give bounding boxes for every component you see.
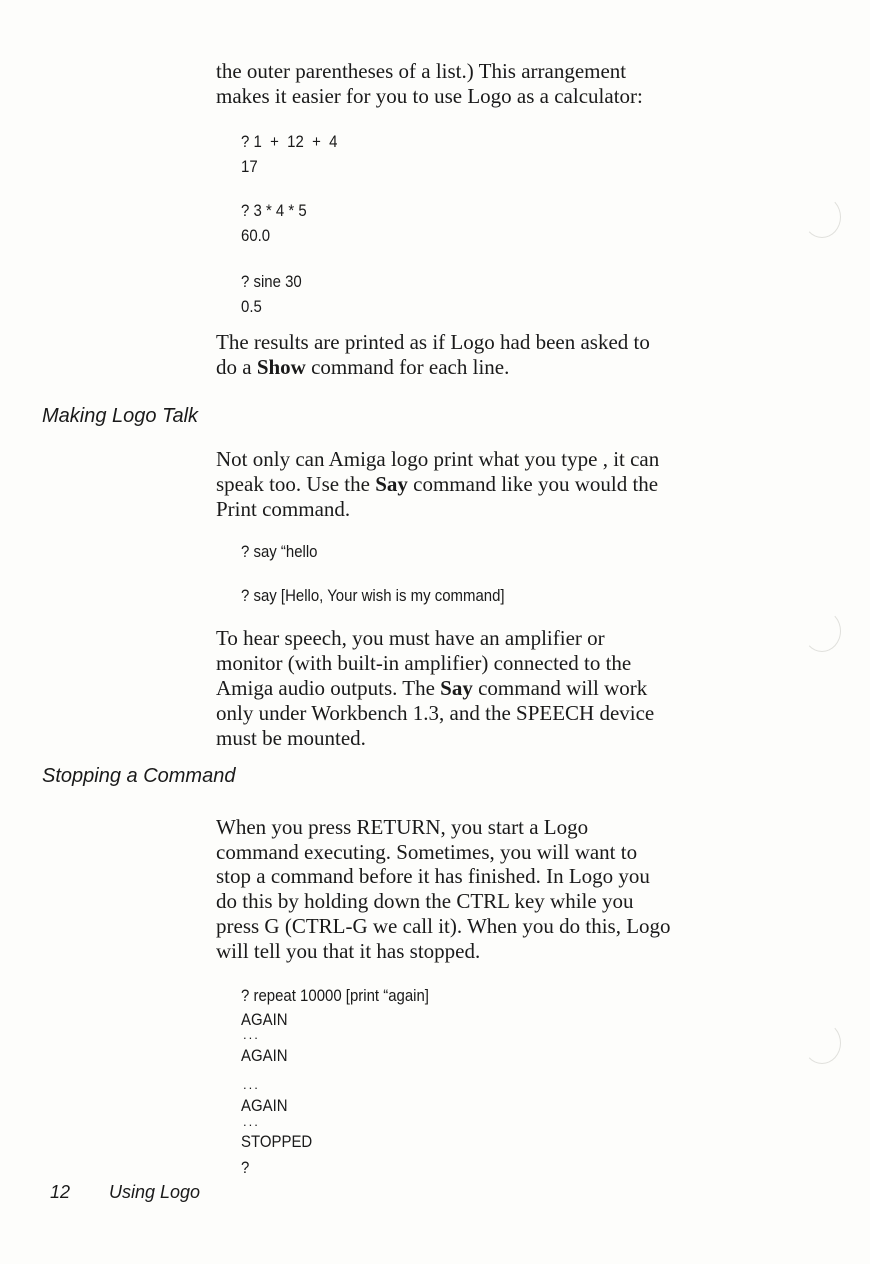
output-again-2: AGAIN [241, 1046, 288, 1065]
calc-output-1: 17 [241, 157, 258, 176]
binder-hole-top [803, 196, 841, 238]
say-code-2: ? say [Hello, Your wish is my command] [241, 586, 505, 605]
results-line-2: do a Show command for each line. [216, 355, 510, 379]
output-again-1: AGAIN [241, 1010, 288, 1029]
repeat-code: ? repeat 10000 [print “again] [241, 986, 429, 1005]
stop-line-5: press G (CTRL-G we call it). When you do this, Logo [216, 914, 671, 938]
say-code-1: ? say “hello [241, 542, 318, 561]
stop-line-3: stop a command before it has finished. In Logo you [216, 864, 650, 888]
calc-output-2: 60.0 [241, 226, 271, 245]
section-heading-talk: Making Logo Talk [42, 405, 199, 427]
speech-line-1: To hear speech, you must have an amplifier or [216, 626, 605, 650]
calc-output-3: 0.5 [241, 297, 262, 316]
calc-input-2: ? 3 * 4 * 5 [241, 201, 307, 220]
output-ellipsis-1: ... [243, 1027, 260, 1042]
output-again-3: AGAIN [241, 1096, 288, 1115]
calc-input-1: ? 1 + 12 + 4 [241, 132, 338, 151]
output-ellipsis-3: ... [243, 1114, 260, 1129]
stop-line-2: command executing. Sometimes, you will want to [216, 840, 638, 864]
output-stopped: STOPPED [241, 1132, 313, 1151]
stop-line-1: When you press RETURN, you start a Logo [216, 815, 589, 839]
stop-line-6: will tell you that it has stopped. [216, 939, 481, 963]
binder-hole-middle [803, 610, 841, 652]
output-prompt: ? [241, 1158, 250, 1177]
talk-line-3: Print command. [216, 497, 351, 521]
speech-line-2: monitor (with built-in amplifier) connected to the [216, 651, 632, 675]
speech-line-5: must be mounted. [216, 726, 366, 750]
intro-line-2: makes it easier for you to use Logo as a calculator: [216, 84, 643, 108]
speech-line-4: only under Workbench 1.3, and the SPEECH device [216, 701, 655, 725]
speech-line-3: Amiga audio outputs. The Say command will work [216, 676, 648, 700]
results-line-1: The results are printed as if Logo had been asked to [216, 330, 650, 354]
talk-line-2: speak too. Use the Say command like you would the [216, 472, 659, 496]
binder-hole-bottom [803, 1022, 841, 1064]
stop-line-4: do this by holding down the CTRL key while you [216, 889, 634, 913]
output-ellipsis-2: ... [243, 1077, 260, 1092]
page-number: 12 [50, 1182, 71, 1202]
intro-line-1: the outer parentheses of a list.) This arrangement [216, 59, 627, 83]
footer-section-title: Using Logo [109, 1182, 201, 1202]
calc-input-3: ? sine 30 [241, 272, 302, 291]
section-heading-stop: Stopping a Command [42, 765, 236, 787]
talk-line-1: Not only can Amiga logo print what you type , it can [216, 447, 660, 471]
